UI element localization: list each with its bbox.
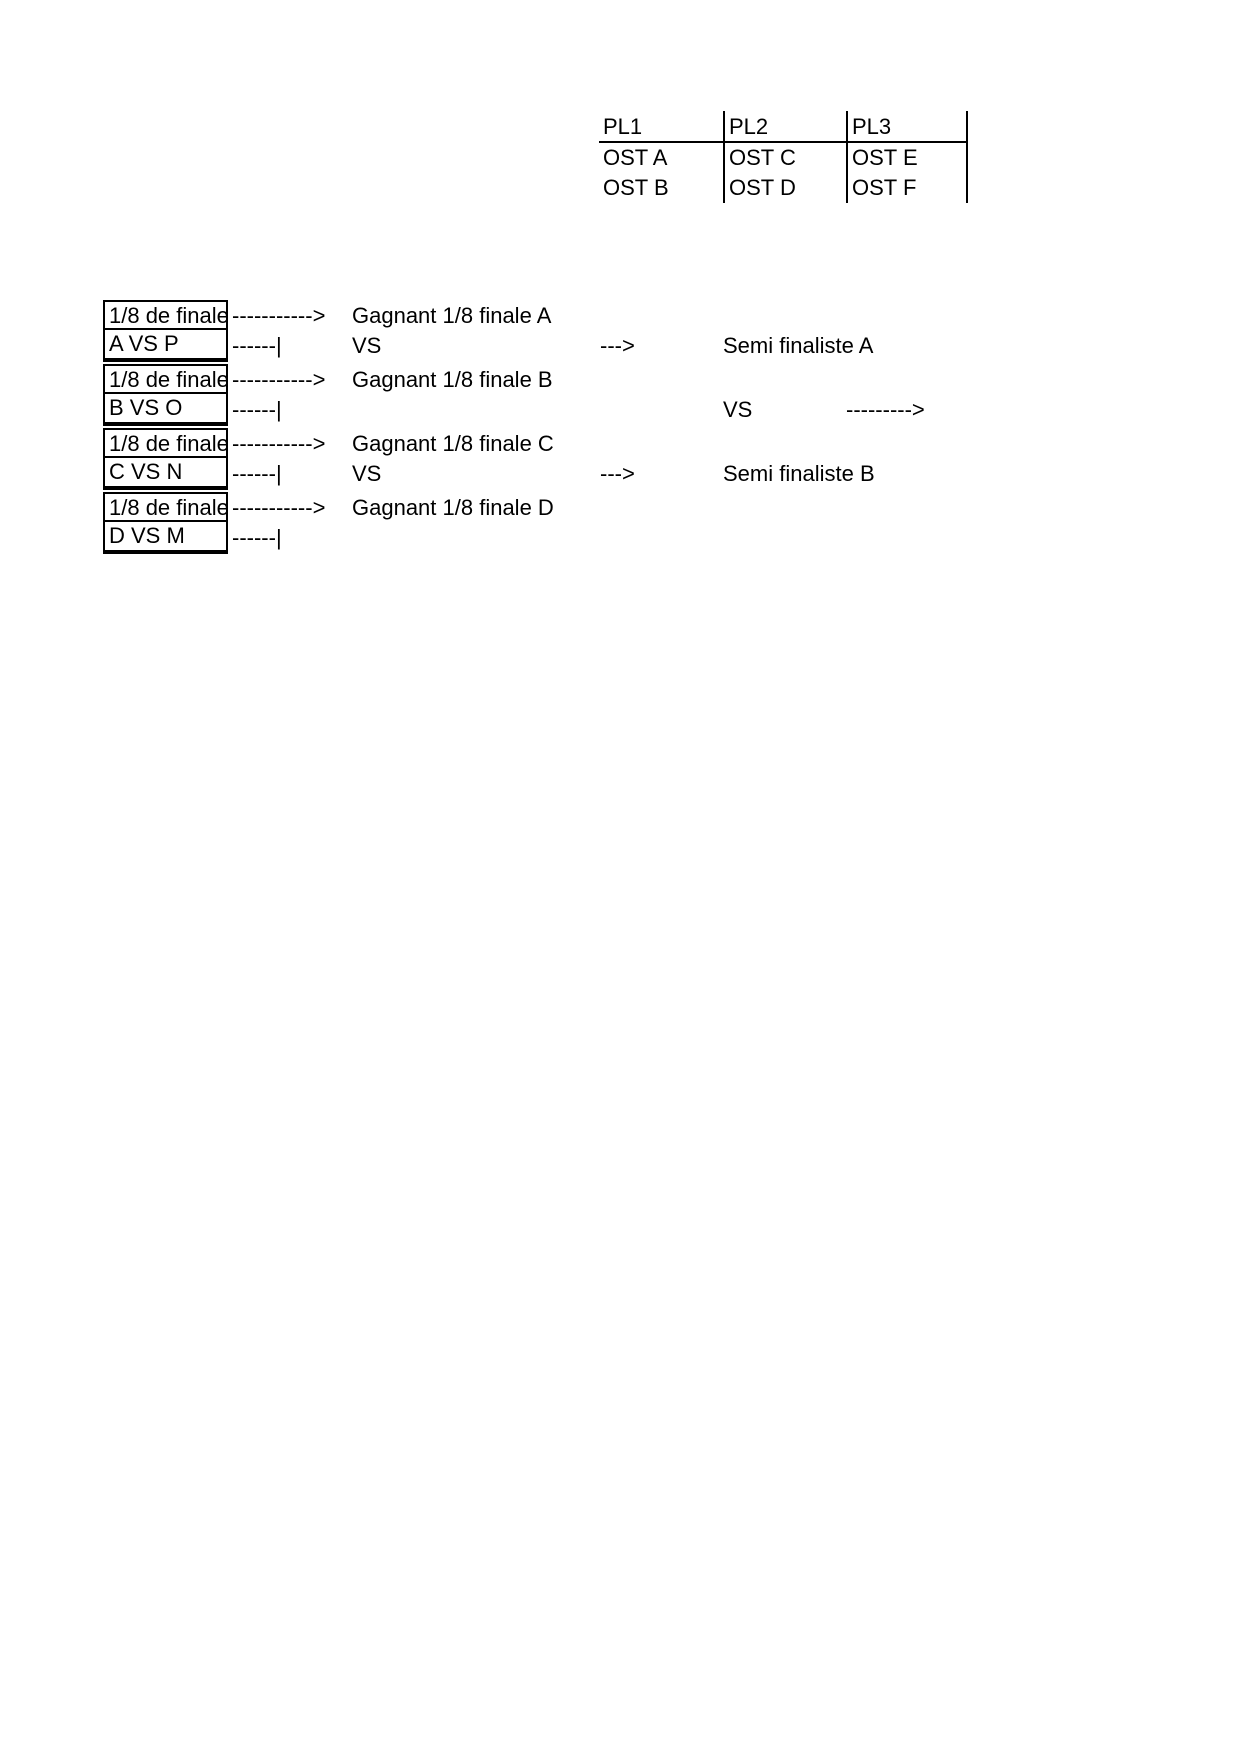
pools-table bbox=[599, 111, 968, 203]
pool-team-cell: OST D bbox=[723, 173, 846, 203]
pool-team-cell: OST A bbox=[603, 145, 668, 170]
round-label-cell: 1/8 de finale bbox=[105, 302, 226, 330]
winner-label: Gagnant 1/8 finale D bbox=[352, 495, 554, 520]
pool-column-header: PL1 bbox=[599, 111, 723, 143]
match-pair bbox=[103, 364, 325, 426]
vs-connector: ------| bbox=[232, 525, 282, 550]
match-box bbox=[103, 492, 228, 554]
connector-column bbox=[232, 428, 325, 490]
pool-column-header: PL2 bbox=[723, 111, 846, 143]
pool-team-cell: OST E bbox=[846, 143, 968, 173]
winner-arrow: -----------> bbox=[232, 367, 326, 392]
match-pair bbox=[103, 492, 325, 554]
vs-label: VS bbox=[352, 333, 382, 358]
match-cell: A VS P bbox=[109, 331, 179, 356]
connector-column bbox=[232, 364, 325, 426]
round-label-cell: 1/8 de finale bbox=[105, 366, 226, 394]
match-box bbox=[103, 300, 228, 362]
winner-label: Gagnant 1/8 finale B bbox=[352, 367, 553, 392]
match-cell: B VS O bbox=[109, 395, 183, 420]
pool-team-cell: OST C bbox=[723, 143, 846, 173]
winner-label: Gagnant 1/8 finale A bbox=[352, 303, 552, 328]
winner-arrow: -----------> bbox=[232, 303, 326, 328]
winner-arrow: -----------> bbox=[232, 431, 326, 456]
winner-arrow: -----------> bbox=[232, 495, 326, 520]
match-box bbox=[103, 364, 228, 426]
connector-column bbox=[232, 300, 325, 362]
match-cell: C VS N bbox=[109, 459, 183, 484]
match-box bbox=[103, 428, 228, 490]
connector-column bbox=[232, 492, 325, 554]
vs-connector: ------| bbox=[232, 461, 282, 486]
vs-connector: ------| bbox=[232, 397, 282, 422]
pool-column-header: PL3 bbox=[846, 111, 968, 143]
round-label-cell: 1/8 de finale bbox=[105, 430, 226, 458]
pool-team-cell: OST F bbox=[846, 173, 968, 203]
round-label-cell: 1/8 de finale bbox=[105, 494, 226, 522]
semi-finalist-label: Semi finaliste A bbox=[723, 333, 874, 358]
match-cell: D VS M bbox=[109, 523, 185, 548]
semi-finalist-label: Semi finaliste B bbox=[723, 461, 875, 486]
final-vs-label: VS bbox=[723, 397, 753, 422]
final-arrow: ---------> bbox=[846, 397, 925, 422]
semi-arrow: ---> bbox=[600, 461, 635, 486]
match-pair bbox=[103, 428, 325, 490]
match-pair bbox=[103, 300, 325, 362]
winner-label: Gagnant 1/8 finale C bbox=[352, 431, 554, 456]
semi-arrow: ---> bbox=[600, 333, 635, 358]
vs-connector: ------| bbox=[232, 333, 282, 358]
pool-team-cell: OST B bbox=[603, 175, 669, 200]
vs-label: VS bbox=[352, 461, 382, 486]
